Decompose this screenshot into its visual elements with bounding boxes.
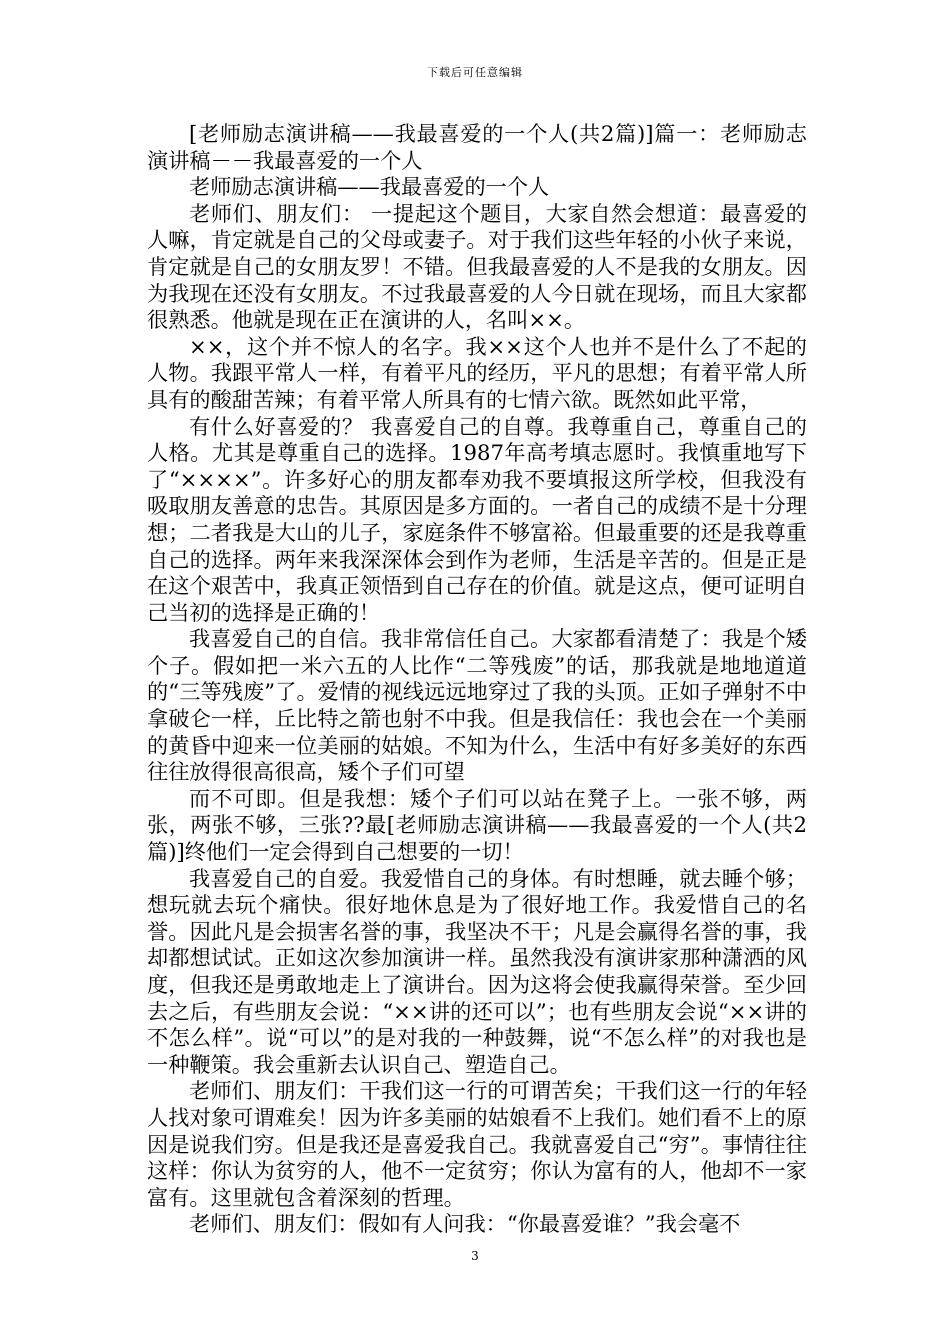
document-body [147, 121, 807, 1238]
paragraph-ordinary-name: ××，这个并不惊人的名字。我××这个人也并不是什么了不起的人物。我跟平常人一样，有着平凡的经历，平凡的思想；有着平常人所具有的酸甜苦辣；有着平常人所具有的七情六欲。既然如此平常， [147, 333, 807, 412]
page-header: 下载后可任意编辑 [427, 66, 523, 79]
paragraph-self-confidence: 我喜爱自己的自信。我非常信任自己。大家都看清楚了：我是个矮个子。假如把一米六五的人比作“二等残废”的话，那我就是地地道道的“三等残废”了。爱情的视线远远地穿过了我的头顶。正如子弹射不中拿破仑一样，丘比特之箭也射不中我。但是我信任：我也会在一个美丽的黄昏中迎来一位美丽的姑娘。不知为什么，生活中有好多美好的东西往往放得很高很高，矮个子们可望 [147, 626, 807, 785]
paragraph-self-love: 我喜爱自己的自爱。我爱惜自己的身体。有时想睡，就去睡个够；想玩就去玩个痛快。很好地休息是为了很好地工作。我爱惜自己的名誉。因此凡是会损害名誉的事，我坚决不干；凡是会赢得名誉的事，我却都想试试。正如这次参加演讲一样。虽然我没有演讲家那种潇洒的风度，但我还是勇敢地走上了演讲台。因为这将会使我赢得荣誉。至少回去之后，有些朋友会说：“××讲的还可以”；也有些朋友会说“××讲的不怎么样”。说“可以”的是对我的一种鼓舞，说“不怎么样”的对我也是一种鞭策。我会重新去认识自己、塑造自己。 [147, 865, 807, 1077]
paragraph-poor: 老师们、朋友们：干我们这一行的可谓苦矣；干我们这一行的年轻人找对象可谓难矣！因为许多美丽的姑娘看不上我们。她们看不上的原因是说我们穷。但是我还是喜爱我自己。我就喜爱自己“穷”。事情往往这样：你认为贫穷的人，他不一定贫穷；你认为富有的人，他却不一家富有。这里就包含着深刻的哲理。 [147, 1078, 807, 1210]
paragraph-closing: 老师们、朋友们：假如有人问我：“你最喜爱谁？”我会毫不 [189, 1211, 741, 1237]
paragraph-stool: 而不可即。但是我想：矮个子们可以站在凳子上。一张不够，两张，两张不够，三张??最[老师励志演讲稿——我最喜爱的一个人(共2篇)]终他们一定会得到自己想要的一切！ [147, 785, 807, 865]
paragraph-title-line: [老师励志演讲稿——我最喜爱的一个人(共2篇)]篇一：老师励志演讲稿－－我最喜爱的一个人 [147, 121, 807, 173]
paragraph-self-respect: 有什么好喜爱的？ 我喜爱自己的自尊。我尊重自己，尊重自己的人格。尤其是尊重自己的选择。1987年高考填志愿时。我慎重地写下了“××××”。许多好心的朋友都奉劝我不要填报这所学校，但我没有吸取朋友善意的忠告。其原因是多方面的。一者自己的成绩不是十分理想；二者我是大山的儿子，家庭条件不够富裕。但最重要的还是我尊重自己的选择。两年来我深深体会到作为老师，生活是辛苦的。但是正是在这个艰苦中，我真正领悟到自己存在的价值。就是这点，便可证明自己当初的选择是正确的！ [147, 413, 807, 625]
paragraph-subtitle: 老师励志演讲稿——我最喜爱的一个人 [189, 174, 550, 200]
page-number: 3 [471, 1249, 479, 1263]
paragraph-intro: 老师们、朋友们： 一提起这个题目，大家自然会想道：最喜爱的人嘛，肯定就是自己的父母或妻子。对于我们这些年轻的小伙子来说，肯定就是自己的女朋友罗！不错。但我最喜爱的人不是我的女朋友。因为我现在还没有女朋友。不过我最喜爱的人今日就在现场，而且大家都很熟悉。他就是现在正在演讲的人，名叫××。 [147, 200, 807, 333]
